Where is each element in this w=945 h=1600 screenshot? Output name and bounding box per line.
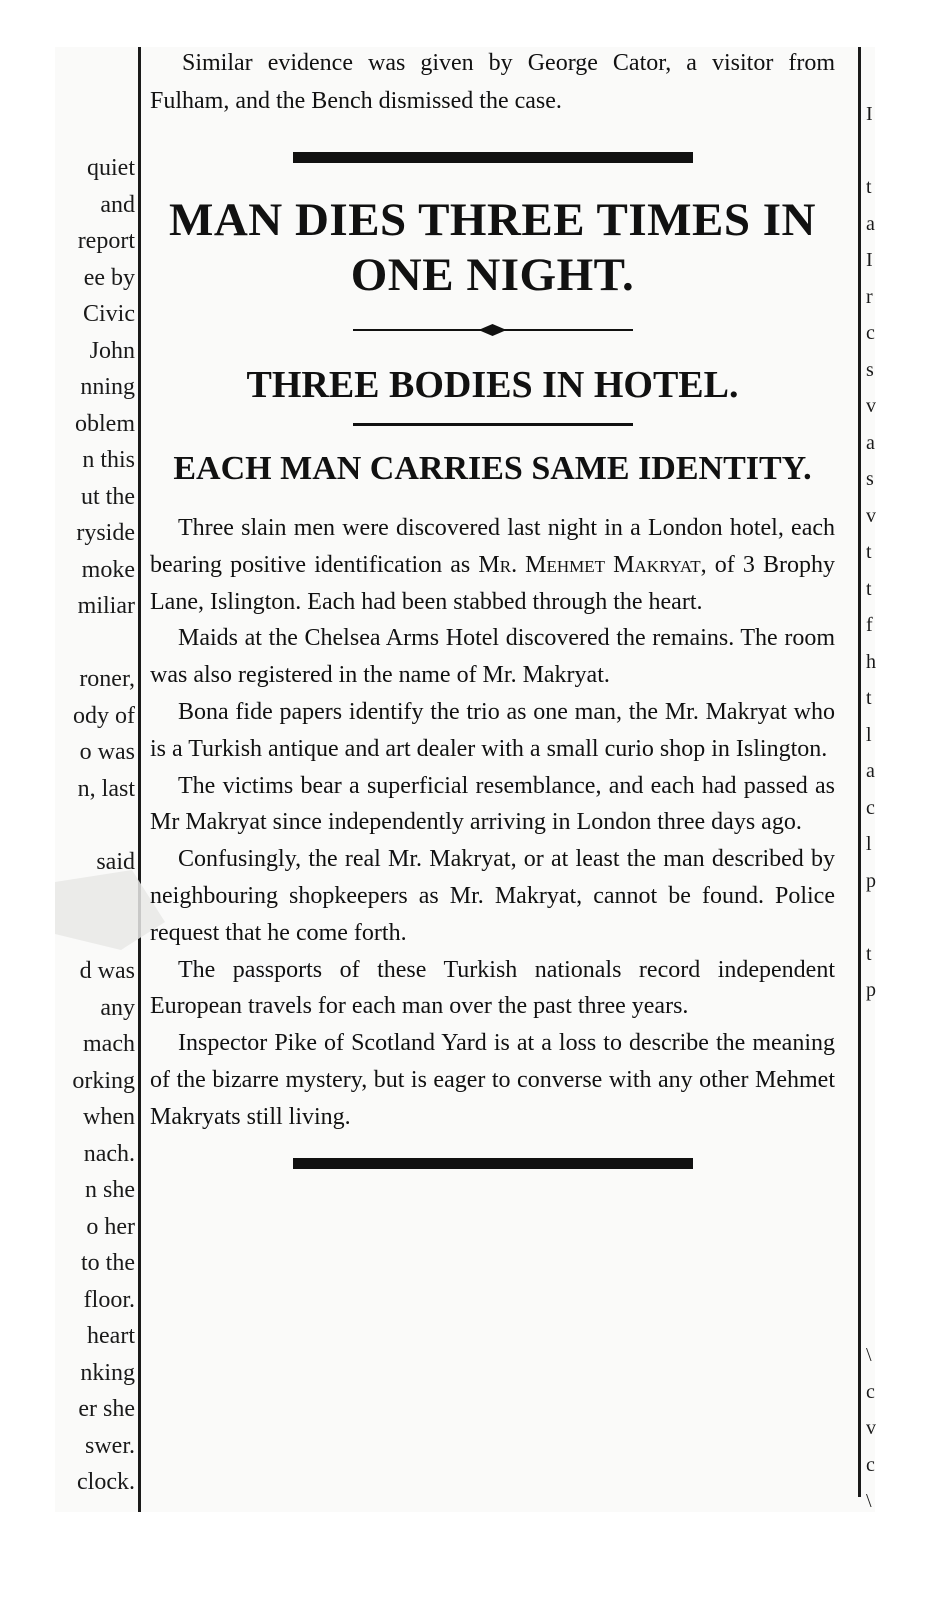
body-paragraph-3: Bona fide papers identify the trio as one man, the Mr. Makryat who is a Turkish antique and art dealer with a small curio shop in Islington. <box>150 698 835 762</box>
left-column-line: John <box>89 337 135 364</box>
left-column-line <box>55 880 135 917</box>
right-column-letter <box>866 1228 876 1265</box>
left-column-line <box>55 807 135 844</box>
right-column-letter: t <box>866 942 872 965</box>
left-column-line: ut the <box>81 483 135 510</box>
left-column-line: when <box>83 1104 135 1130</box>
left-column-line <box>55 625 135 662</box>
left-column-line: orking <box>72 1067 135 1094</box>
subhead-three-bodies: THREE BODIES IN HOTEL. <box>246 364 739 406</box>
right-column-letter: c <box>866 796 875 819</box>
column-rule-left <box>138 47 141 1512</box>
right-column-letter: v <box>866 504 876 527</box>
left-column-line: oblem <box>75 410 135 437</box>
headline: MAN DIES THREE TIMES IN ONE NIGHT. <box>168 194 817 301</box>
right-column-letter <box>866 1082 876 1119</box>
right-column-letter: \ <box>866 1490 872 1512</box>
right-column-letter: c <box>866 1380 875 1403</box>
left-column-line: ryside <box>76 520 135 546</box>
left-column-line: report <box>77 228 135 254</box>
top-thick-rule <box>293 152 693 163</box>
right-column-letter: r <box>866 285 873 308</box>
left-column-line: roner, <box>79 666 135 692</box>
right-column-letter: t <box>866 541 872 563</box>
left-column-line: mach <box>83 1031 135 1057</box>
bottom-thick-rule <box>293 1158 693 1169</box>
left-column-line: ody of <box>73 702 135 729</box>
left-adjacent-column <box>55 150 135 1501</box>
body-paragraph-2: Maids at the Chelsea Arms Hotel discovered the remains. The room was also registered in the name of Mr. Makryat. <box>150 625 835 689</box>
right-column-letter: t <box>866 687 872 709</box>
right-column-letter: h <box>866 650 876 673</box>
right-column-letter: s <box>866 358 874 381</box>
body-paragraph-4: The victims bear a superficial resemblance, and each had passed as Mr Makryat since independently arriving in London three days ago. <box>150 772 835 836</box>
left-column-line: nning <box>80 374 135 400</box>
right-column-letter <box>866 133 876 170</box>
left-column-line: n, last <box>77 775 135 802</box>
right-column-letter: c <box>866 1453 875 1476</box>
right-column-letter: t <box>866 577 872 600</box>
right-column-letter: a <box>866 760 875 782</box>
left-column-line: nach. <box>83 1140 135 1167</box>
left-column-line: and <box>100 191 135 218</box>
subhead-same-identity: EACH MAN CARRIES SAME IDENTITY. <box>173 450 812 487</box>
lead-paragraph: Similar evidence was given by George Cator, a visitor from Fulham, and the Bench dismissed the case. <box>150 50 835 114</box>
left-column-line: swer. <box>85 1432 135 1459</box>
left-column-line: o was <box>79 739 135 765</box>
right-column-letter: t <box>866 176 872 198</box>
left-column-line: n she <box>85 1177 135 1203</box>
left-column-line: moke <box>81 556 135 583</box>
left-column-line: floor. <box>83 1286 135 1313</box>
diamond-divider <box>353 323 633 337</box>
column-rule-right <box>858 47 861 1497</box>
right-column-letter: I <box>866 249 873 271</box>
right-column-letter <box>866 899 876 936</box>
left-column-line: d was <box>79 958 135 984</box>
left-column-line: Civic <box>83 301 135 327</box>
right-column-letter: p <box>866 869 876 892</box>
right-column-letter: l <box>866 833 872 855</box>
right-column-letter: a <box>866 431 875 454</box>
right-column-letter <box>866 1264 876 1301</box>
left-column-line: clock. <box>77 1469 135 1495</box>
left-column-line: miliar <box>77 593 135 619</box>
right-column-letter <box>866 1301 876 1338</box>
person-name: Mr. Mehmet Makryat <box>478 551 701 578</box>
right-column-letter <box>866 1045 876 1082</box>
left-column-line: n this <box>82 447 135 473</box>
left-column-line: ee by <box>83 264 135 291</box>
right-column-letter: \ <box>866 1344 872 1366</box>
right-column-letter: a <box>866 212 875 235</box>
right-column-letter: s <box>866 468 874 490</box>
right-adjacent-column <box>866 96 876 1520</box>
right-column-letter: c <box>866 322 875 344</box>
left-column-line <box>55 917 135 954</box>
left-column-line: heart <box>87 1323 135 1349</box>
right-column-letter: p <box>866 979 876 1001</box>
body-paragraph-5: Confusingly, the real Mr. Makryat, or at least the man described by neighbouring shopkeepers as Mr. Makryat, cannot be found. Police request that he come forth. <box>150 846 835 946</box>
left-column-line: quiet <box>87 155 135 181</box>
right-column-letter: I <box>866 103 873 125</box>
left-column-line: o her <box>86 1213 135 1240</box>
right-column-letter <box>866 1118 876 1155</box>
right-column-letter <box>866 1191 876 1228</box>
body-paragraph-1: Three slain men were discovered last night in a London hotel, each bearing positive identification as Mr. Mehmet Makryat, of 3 Brophy Lane, Islington. Each had been stabbed through the heart. <box>150 515 835 615</box>
body-paragraph-6: The passports of these Turkish nationals record independent European travels for each man over the past three years. <box>150 956 835 1020</box>
right-column-letter <box>866 1155 876 1192</box>
left-column-line: any <box>100 994 135 1021</box>
article <box>150 44 835 1169</box>
left-column-line: said <box>96 848 135 875</box>
right-column-letter: v <box>866 1417 876 1439</box>
left-column-line: nking <box>80 1359 135 1386</box>
left-column-line: to the <box>81 1250 135 1276</box>
right-column-letter: f <box>866 614 873 636</box>
body-paragraph-7: Inspector Pike of Scotland Yard is at a loss to describe the meaning of the bizarre mystery, but is eager to converse with any other Mehmet Makryats still living. <box>150 1030 835 1130</box>
right-column-letter: v <box>866 395 876 417</box>
left-column-line: er she <box>78 1396 135 1422</box>
right-column-letter: l <box>866 723 872 746</box>
right-column-letter <box>866 1009 876 1046</box>
